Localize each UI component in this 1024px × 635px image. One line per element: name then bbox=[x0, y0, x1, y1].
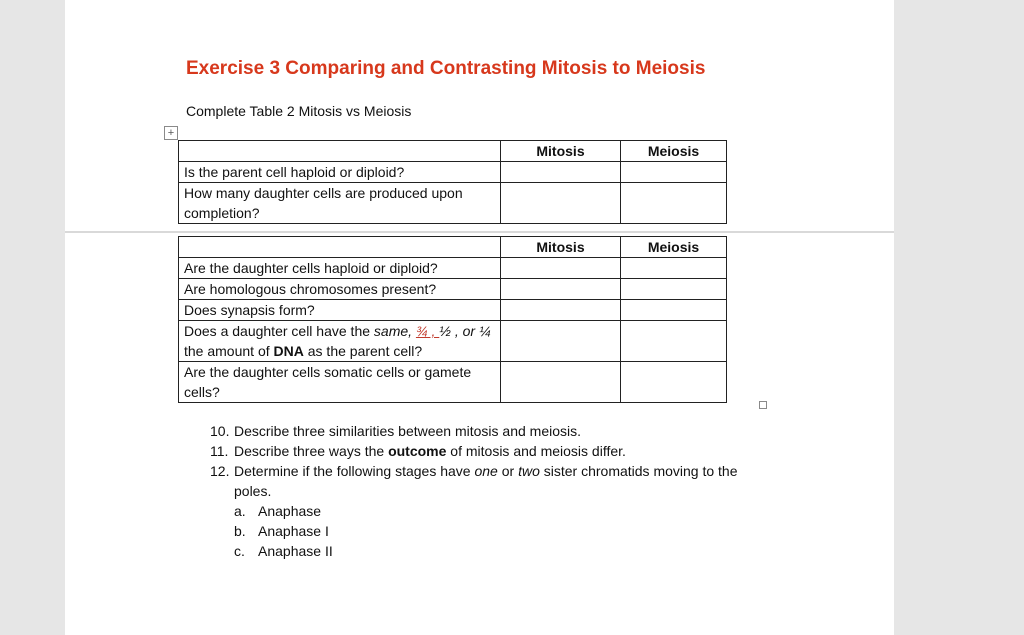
table-row bbox=[179, 279, 727, 300]
question-11 bbox=[210, 441, 770, 461]
page-break bbox=[65, 231, 894, 233]
question-text: Does a daughter cell have the bbox=[184, 323, 374, 339]
mitosis-answer-cell[interactable] bbox=[501, 362, 621, 403]
table-resize-handle[interactable] bbox=[759, 401, 767, 409]
outcome-term: outcome bbox=[388, 443, 447, 459]
sub-text: Anaphase bbox=[258, 503, 322, 519]
sub-item-c bbox=[234, 541, 770, 561]
question-10 bbox=[210, 421, 770, 441]
comparison-table-part2 bbox=[178, 236, 727, 403]
sub-item-a bbox=[234, 501, 770, 521]
table-header-row bbox=[179, 237, 727, 258]
mitosis-answer-cell[interactable] bbox=[501, 162, 621, 183]
exercise-title: Exercise 3 Comparing and Contrasting Mitosis to Meiosis bbox=[186, 58, 706, 79]
mitosis-answer-cell[interactable] bbox=[501, 279, 621, 300]
question-text: Describe three similarities between mitosis and meiosis. bbox=[234, 423, 582, 439]
meiosis-answer-cell[interactable] bbox=[621, 258, 727, 279]
question-cell[interactable] bbox=[179, 321, 501, 362]
header-meiosis[interactable]: Meiosis bbox=[621, 141, 727, 162]
question-text bbox=[234, 461, 770, 501]
text-run: sister chromatids moving to the poles. bbox=[234, 463, 738, 499]
meiosis-answer-cell[interactable] bbox=[621, 362, 727, 403]
text-run: Describe three ways the bbox=[234, 443, 389, 459]
sub-item-b bbox=[234, 521, 770, 541]
meiosis-answer-cell[interactable] bbox=[621, 300, 727, 321]
text-run: or bbox=[497, 463, 519, 479]
table-row bbox=[179, 321, 727, 362]
table-row bbox=[179, 258, 727, 279]
two-term: two bbox=[518, 463, 540, 479]
one-term: one bbox=[474, 463, 498, 479]
dna-term: DNA bbox=[273, 343, 304, 359]
table-caption: Complete Table 2 Mitosis vs Meiosis bbox=[186, 103, 412, 119]
sub-text: Anaphase I bbox=[258, 523, 329, 539]
question-list bbox=[210, 421, 770, 561]
header-mitosis[interactable]: Mitosis bbox=[501, 237, 621, 258]
option-same: same, bbox=[373, 323, 416, 339]
header-mitosis[interactable]: Mitosis bbox=[501, 141, 621, 162]
question-cell[interactable]: How many daughter cells are produced upon completion? bbox=[179, 183, 501, 224]
mitosis-answer-cell[interactable] bbox=[501, 258, 621, 279]
mitosis-answer-cell[interactable] bbox=[501, 300, 621, 321]
text-run: of mitosis and meiosis differ. bbox=[446, 443, 626, 459]
question-number: 12. bbox=[210, 463, 230, 479]
table-row bbox=[179, 183, 727, 224]
table-row bbox=[179, 362, 727, 403]
text-run: Determine if the following stages have bbox=[234, 463, 475, 479]
question-cell[interactable]: Does synapsis form? bbox=[179, 300, 501, 321]
question-12 bbox=[210, 461, 770, 501]
option-half-quarter: ½ , or ¼ bbox=[439, 323, 491, 339]
comparison-table-part1 bbox=[178, 140, 727, 224]
meiosis-answer-cell[interactable] bbox=[621, 162, 727, 183]
sub-letter: c. bbox=[234, 543, 245, 559]
sub-text: Anaphase II bbox=[258, 543, 333, 559]
mitosis-answer-cell[interactable] bbox=[501, 321, 621, 362]
question-text: the amount of bbox=[184, 343, 274, 359]
question-cell[interactable]: Are homologous chromosomes present? bbox=[179, 279, 501, 300]
sub-letter: b. bbox=[234, 523, 246, 539]
meiosis-answer-cell[interactable] bbox=[621, 321, 727, 362]
table-header-row bbox=[179, 141, 727, 162]
question-text bbox=[234, 441, 770, 461]
meiosis-answer-cell[interactable] bbox=[621, 279, 727, 300]
header-meiosis[interactable]: Meiosis bbox=[621, 237, 727, 258]
header-blank-cell[interactable] bbox=[179, 141, 501, 162]
header-blank-cell[interactable] bbox=[179, 237, 501, 258]
table-row bbox=[179, 162, 727, 183]
table-row bbox=[179, 300, 727, 321]
question-number: 10. bbox=[210, 423, 230, 439]
question-cell[interactable]: Are the daughter cells somatic cells or gamete cells? bbox=[179, 362, 501, 403]
option-three-quarters: ¾ , bbox=[415, 323, 440, 339]
mitosis-answer-cell[interactable] bbox=[501, 183, 621, 224]
sub-letter: a. bbox=[234, 503, 246, 519]
move-icon[interactable]: + bbox=[164, 126, 178, 140]
question-number: 11. bbox=[210, 443, 229, 459]
meiosis-answer-cell[interactable] bbox=[621, 183, 727, 224]
question-cell[interactable]: Is the parent cell haploid or diploid? bbox=[179, 162, 501, 183]
question-cell[interactable]: Are the daughter cells haploid or diploid? bbox=[179, 258, 501, 279]
question-text: as the parent cell? bbox=[303, 343, 423, 359]
